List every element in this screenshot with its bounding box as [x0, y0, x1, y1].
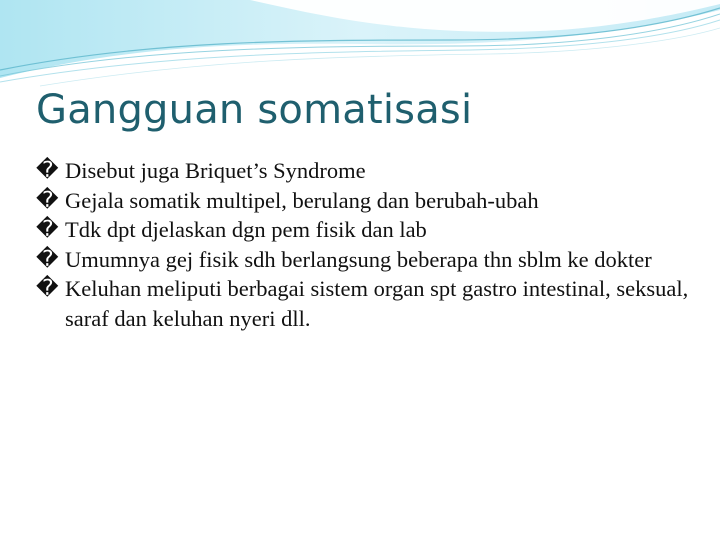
bullet-item	[36, 245, 696, 275]
bullet-text: Disebut juga Briquet’s Syndrome	[65, 158, 366, 183]
slide-title: Gangguan somatisasi	[36, 87, 473, 133]
bullet-text: Gejala somatik multipel, berulang dan berubah-ubah	[65, 187, 539, 213]
bullet-marker-icon: �	[36, 217, 59, 242]
bullet-marker-icon: �	[36, 187, 59, 213]
bullet-item	[36, 274, 696, 333]
bullet-item	[36, 215, 696, 245]
bullet-marker-icon: �	[36, 158, 59, 183]
bullet-text: Keluhan meliputi berbagai sistem organ spt gastro intestinal, seksual, saraf dan keluhan nyeri dll.	[65, 276, 689, 331]
header-wave-decoration	[0, 0, 720, 90]
bullet-list	[36, 156, 696, 333]
bullet-text: Tdk dpt djelaskan dgn pem fisik dan lab	[65, 217, 427, 242]
bullet-item	[36, 186, 696, 216]
bullet-marker-icon: �	[36, 276, 59, 301]
bullet-text: Umumnya gej fisik sdh berlangsung beberapa thn sblm ke dokter	[65, 246, 652, 272]
bullet-item	[36, 156, 696, 186]
bullet-marker-icon: �	[36, 246, 59, 272]
